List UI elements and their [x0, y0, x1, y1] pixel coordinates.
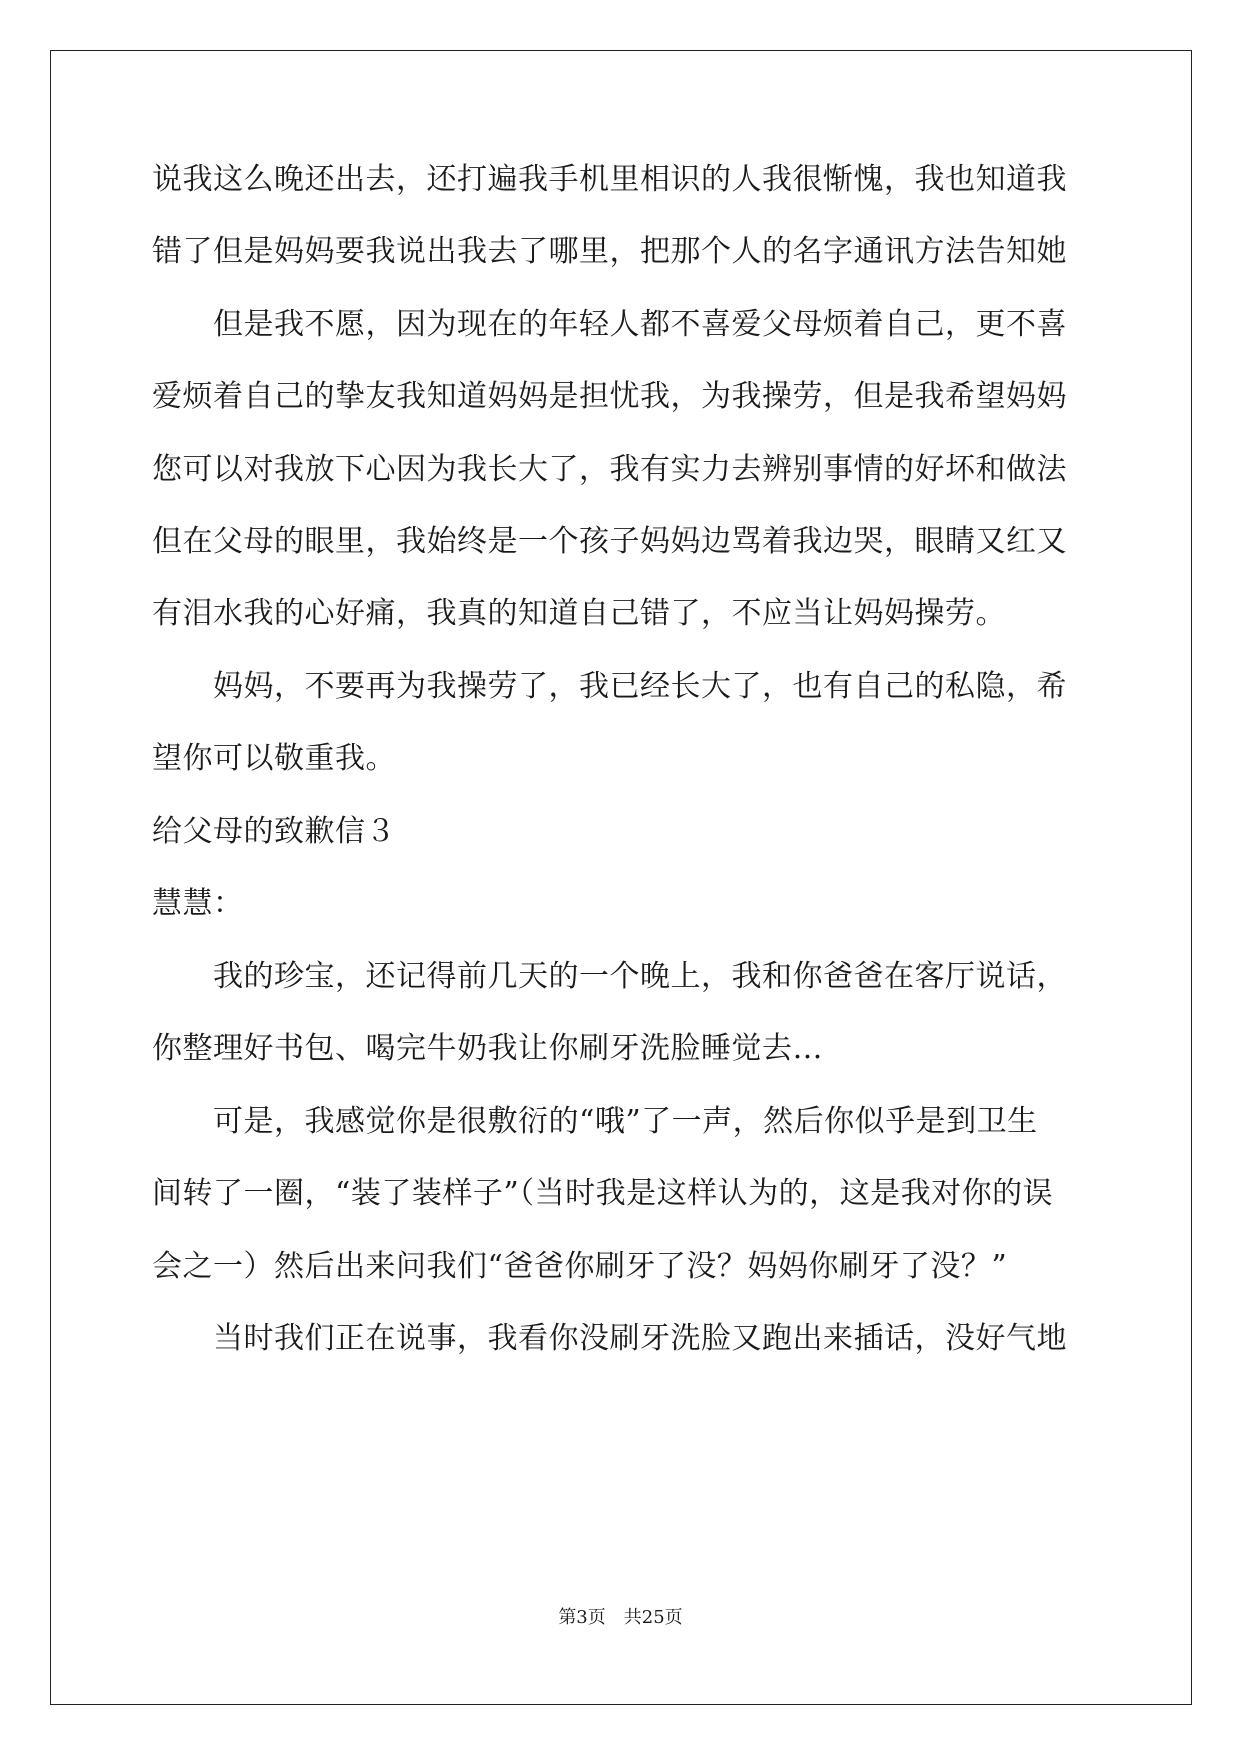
text-line: 说我这么晚还出去，还打遍我手机里相识的人我很惭愧，我也知道我	[152, 162, 1067, 197]
text-line: 会之一）然后出来问我们“爸爸你刷牙了没？妈妈你刷牙了没？”	[152, 1249, 1008, 1284]
text-line: 我的珍宝，还记得前几天的一个晚上，我和你爸爸在客厅说话，	[152, 959, 1067, 994]
section-heading: 给父母的致歉信３	[152, 814, 396, 849]
salutation: 慧慧：	[152, 886, 244, 921]
text-line: 当时我们正在说事，我看你没刷牙洗脸又跑出来插话，没好气地	[152, 1321, 1067, 1356]
page-footer: 第3页 共25页	[558, 1607, 683, 1628]
page-frame	[50, 50, 1192, 1705]
text-line: 你整理好书包、喝完牛奶我让你刷牙洗脸睡觉去…	[152, 1031, 823, 1066]
text-line: 但是我不愿，因为现在的年轻人都不喜爱父母烦着自己，更不喜	[152, 307, 1067, 342]
text-line: 爱烦着自己的挚友我知道妈妈是担忧我，为我操劳，但是我希望妈妈	[152, 379, 1067, 414]
text-line: 望你可以敬重我。	[152, 741, 396, 776]
text-line: 错了但是妈妈要我说出我去了哪里，把那个人的名字通讯方法告知她	[152, 234, 1067, 269]
text-line: 间转了一圈，“装了装样子”（当时我是这样认为的，这是我对你的误	[152, 1176, 1054, 1211]
text-line: 可是，我感觉你是很敷衍的“哦”了一声，然后你似乎是到卫生	[152, 1104, 1038, 1139]
text-line: 但在父母的眼里，我始终是一个孩子妈妈边骂着我边哭，眼睛又红又	[152, 524, 1067, 559]
text-line: 妈妈，不要再为我操劳了，我已经长大了，也有自己的私隐，希	[152, 669, 1067, 704]
text-line: 您可以对我放下心因为我长大了，我有实力去辨别事情的好坏和做法	[152, 452, 1067, 487]
text-line: 有泪水我的心好痛，我真的知道自己错了，不应当让妈妈操劳。	[152, 596, 1006, 631]
